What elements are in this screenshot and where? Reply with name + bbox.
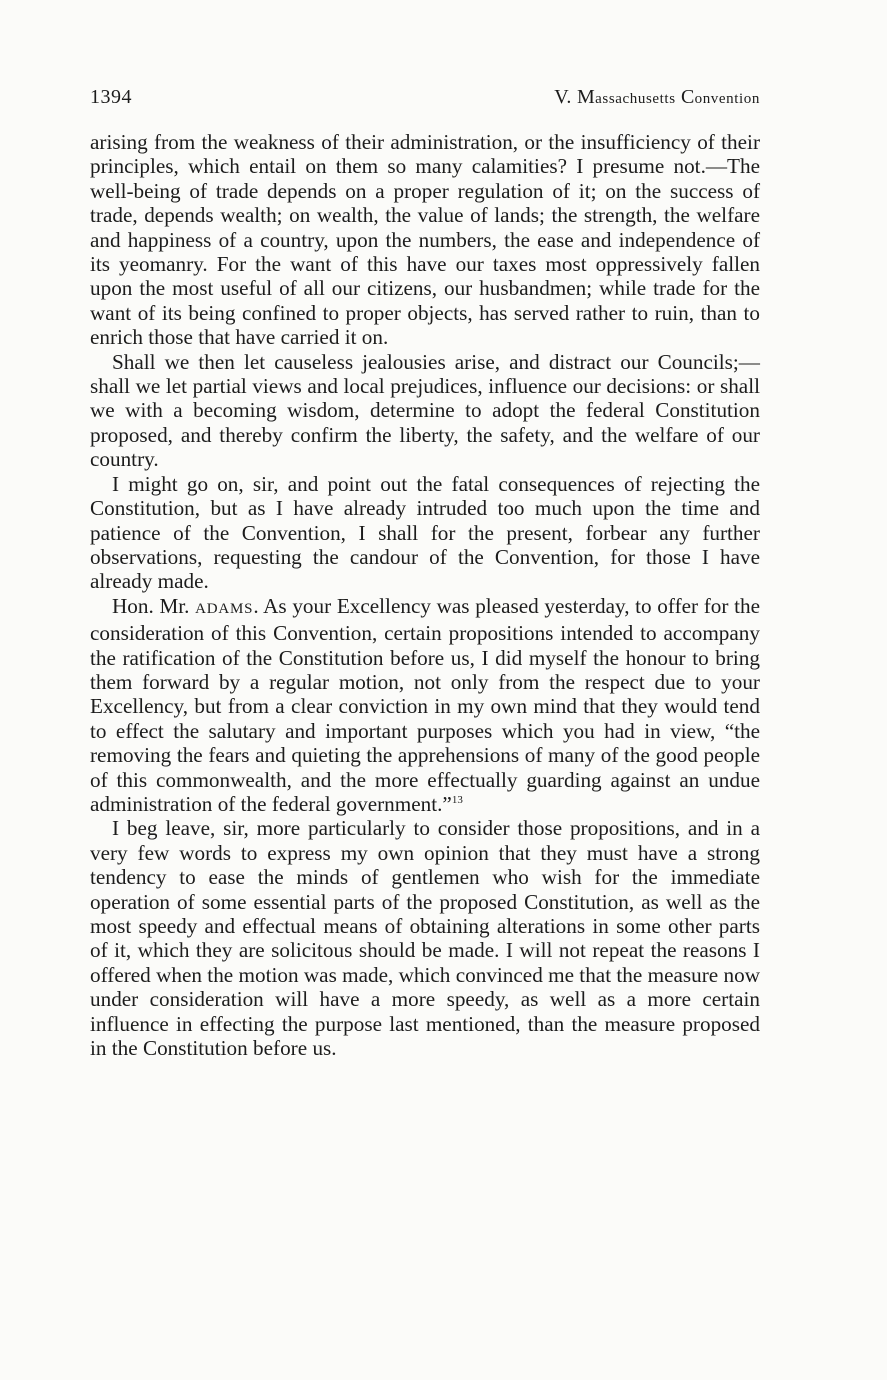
paragraph-3: I might go on, sir, and point out the fatal consequences of rejecting the Constitution, but as I have already intruded too much upon the time and patience of the Convention, I shall for the present, forbear any further observations, requesting the candour of the Convention, for those I have already made. xyxy=(90,471,760,594)
paragraph-5: I beg leave, sir, more particularly to consider those propositions, and in a very few words to express my own opinion that they must have a strong tendency to ease the minds of gentlemen who wish for the immediate operation of some essential parts of the proposed Constitution, as well as the most speedy and effectual means of obtaining alterations in some other parts of it, which they are solicitous should be made. I will not repeat the reasons I offered when the motion was made, which convinced me that the measure now under consideration will have a more speedy, as well as a more certain influence in effecting the purpose last mentioned, than the measure proposed in the Constitution before us. xyxy=(90,816,760,1061)
speaker-lead: Hon. Mr. xyxy=(112,593,196,618)
running-head xyxy=(90,80,760,114)
paragraph-2: Shall we then let causeless jealousies arise, and distract our Councils;—shall we let partial views and local prejudices, influence our decisions: or shall we with a becoming wisdom, determine to adopt the federal Constitution proposed, and thereby confirm the liberty, the safety, and the welfare of our country. xyxy=(90,349,760,472)
footnote-reference: 13 xyxy=(451,793,463,806)
title-word1-rest: assachusetts xyxy=(595,91,676,107)
title-prefix: V. M xyxy=(554,86,596,108)
body-text xyxy=(90,130,760,1060)
title-word2-rest: onvention xyxy=(694,91,760,107)
speaker-name: ADAMS xyxy=(195,600,254,617)
paragraph-4-text: . As your Excellency was pleased yesterday, to offer for the consideration of this Convention, certain propositions intended to accompany the ratification of the Constitution before us, I did myself the honour to bring them forward by a regular motion, not only from the respect due to your Excellency, but from a clear conviction in my own mind that they would tend to effect the salutary and important purposes which you had in view, “the removing the fears and quieting the apprehensions of many of the good people of this commonwealth, and the more effectually guarding against an undue administration of the federal government.” xyxy=(90,593,760,816)
paragraph-4 xyxy=(90,594,760,817)
document-page xyxy=(90,80,760,1060)
title-word2-cap: C xyxy=(680,86,695,108)
paragraph-1: arising from the weakness of their administration, or the insufficiency of their principles, which entail on them so many calamities? I presume not.—The well-being of trade depends on a proper regulation of it; on the success of trade, depends wealth; on wealth, the value of lands; the strength, the welfare and happiness of a country, upon the numbers, the ease and independence of its yeomanry. For the want of this have our taxes most oppressively fallen upon the most useful of all our citizens, our husbandmen; while trade for the want of its being confined to proper objects, has served rather to ruin, than to enrich those that have carried it on. xyxy=(90,130,760,350)
page-number: 1394 xyxy=(90,86,132,108)
running-head-title xyxy=(554,86,760,109)
